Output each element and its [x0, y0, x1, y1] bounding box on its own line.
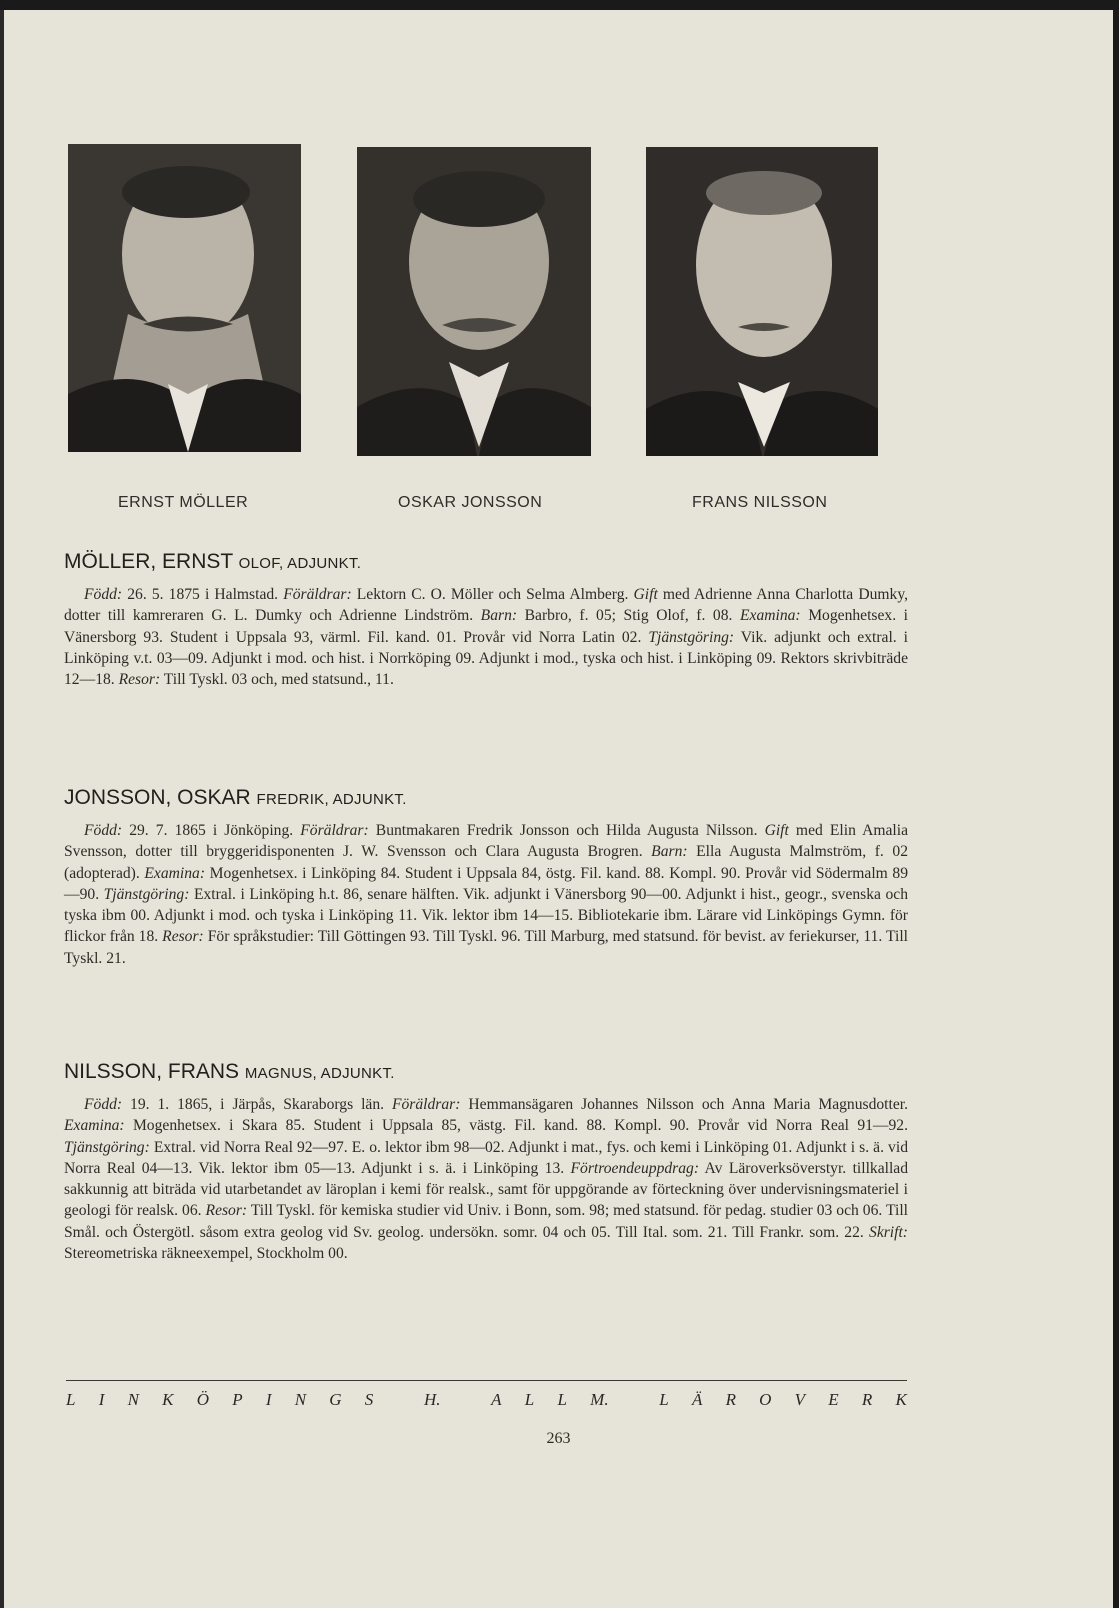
- field-text: Buntmakaren Fredrik Jonsson och Hilda Augusta Nilsson.: [368, 822, 765, 839]
- field-label: Tjänstgöring:: [103, 885, 190, 903]
- footer-title-letter: H.: [423, 1390, 441, 1409]
- footer-title-letter: N: [127, 1390, 139, 1409]
- biography-entry-moller: [64, 550, 908, 690]
- footer-title-letter: L: [524, 1390, 535, 1409]
- field-label: Barn:: [651, 843, 688, 861]
- field-label: Född:: [84, 1096, 123, 1113]
- field-label: Gift: [633, 586, 658, 603]
- field-text: Mogenhetsex. i Vänersborg 93. Student i Uppsala 93, värml. Fil. kand. 01. Provår vid Norra Latin 02.: [64, 607, 908, 646]
- portrait-image: [68, 144, 301, 452]
- field-text: 29. 7. 1865 i Jönköping.: [122, 822, 301, 839]
- portrait-image: [646, 147, 878, 456]
- field-label: Barn:: [480, 607, 518, 625]
- portrait-image: [357, 147, 591, 456]
- field-text: med Adrienne Anna Charlotta Dumky, dotter till kamreraren G. L. Dumky och Adrienne Lindström.: [64, 586, 908, 625]
- field-label: Resor:: [205, 1202, 248, 1220]
- entry-name: JONSSON, OSKAR: [64, 786, 251, 809]
- field-label: Gift: [764, 822, 789, 839]
- footer-title-letter: I: [265, 1390, 272, 1409]
- field-text: Till Tyskl. för kemiska studier vid Univ. i Bonn, som. 98; med statsund. för pedag. studier 03 och 06. Till Smål. och Östergötl. såsom extra geolog vid Sv. geolog. undersökn. somr. 04 och 05. Till Ital. som. 21. Till Frankr. som. 22.: [64, 1202, 908, 1241]
- field-label: Föräldrar:: [283, 586, 352, 603]
- running-footer-title: [66, 1390, 907, 1410]
- field-label: Tjänstgöring:: [648, 628, 735, 646]
- caption-nilsson: FRANS NILSSON: [692, 494, 828, 511]
- biography-entry-nilsson: [64, 1060, 908, 1264]
- footer-title-letter: A: [491, 1390, 502, 1409]
- field-text: Av Läroverksöverstyr. tillkallad sakkunnig att biträda vid utarbetandet av läroplan i kemi för realsk., samt för uppgörande av förteckning över undervisningsmateriel i geologi för realsk. 06.: [64, 1159, 908, 1220]
- field-text: 19. 1. 1865, i Järpås, Skaraborgs län.: [122, 1096, 392, 1113]
- footer-title-letter: L: [66, 1390, 76, 1409]
- field-label: Examina:: [144, 864, 206, 882]
- portrait-photo-nilsson: [646, 147, 878, 456]
- field-text: Hemmansägaren Johannes Nilsson och Anna Maria Magnusdotter.: [460, 1096, 908, 1113]
- footer-title-letter: E: [828, 1390, 839, 1409]
- footer-title-letter: Ö: [196, 1390, 209, 1409]
- field-text: Extral. i Linköping h.t. 86, senare hälften. Vik. adjunkt i Vänersborg 90—00. Adjunkt i hist., geogr., svenska och tyska ibm 00. Adjunkt i mod. och tyska i Linköping 11. Vik. lektor ibm 14—15. Bibliotekarie ibm. Lärare vid Linköpings Gymn. för flickor från 18.: [64, 885, 909, 946]
- entry-name: MÖLLER, ERNST: [64, 550, 233, 573]
- field-label: Resor:: [162, 928, 204, 946]
- field-label: Född:: [84, 822, 123, 839]
- footer-title-letter: Ä: [691, 1390, 703, 1409]
- field-text: Mogenhetsex. i Linköping 84. Student i Uppsala 84, östg. Fil. kand. 88. Kompl. 90. Provår vid Södermalm 89—90.: [64, 864, 908, 903]
- entry-subtitle: MAGNUS, ADJUNKT.: [244, 1065, 395, 1082]
- footer-title-letter: [396, 1390, 400, 1410]
- field-label: Skrift:: [869, 1223, 908, 1241]
- footer-title-letter: I: [98, 1390, 105, 1409]
- field-text: 26. 5. 1875 i Halmstad.: [122, 586, 284, 603]
- footer-rule: [66, 1380, 907, 1381]
- field-label: Examina:: [740, 607, 801, 625]
- field-label: Föräldrar:: [391, 1096, 461, 1113]
- footer-title-letter: V: [794, 1390, 806, 1409]
- biography-entry-jonsson: [64, 786, 908, 969]
- entry-body: [64, 584, 908, 690]
- field-text: Mogenhetsex. i Skara 85. Student i Uppsala 85, västg. Fil. kand. 88. Kompl. 90. Provår vid Norra Real 91—92.: [124, 1117, 908, 1135]
- entry-heading: [64, 1060, 908, 1084]
- footer-title-letter: L: [557, 1390, 567, 1409]
- footer-title-letter: N: [294, 1390, 307, 1409]
- entry-body: [64, 1094, 908, 1264]
- caption-jonsson: OSKAR JONSSON: [398, 494, 543, 511]
- field-label: Föräldrar:: [300, 822, 369, 839]
- field-text: Till Tyskl. 03 och, med statsund., 11.: [160, 671, 394, 689]
- field-text: Vik. adjunkt och extral. i Linköping v.t. 03—09. Adjunkt i mod. och hist. i Norrköping 09. Adjunkt i mod., tyska och hist. i Linköping 09. Rektors skrivbiträde 12—18.: [64, 628, 908, 689]
- entry-heading: [64, 786, 908, 810]
- field-text: Ella Augusta Malmström, f. 02 (adopterad).: [64, 843, 908, 882]
- field-text: Barbro, f. 05; Stig Olof, f. 08.: [517, 607, 740, 625]
- field-text: Extral. vid Norra Real 92—97. E. o. lektor ibm 98—02. Adjunkt i mat., fys. och kemi i Linköping 01. Adjunkt i s. ä. vid Norra Real 04—13. Vik. lektor ibm 05—13. Adjunkt i s. ä. i Linköping 13.: [64, 1138, 908, 1177]
- field-label: Resor:: [118, 671, 161, 689]
- footer-title-letter: G: [329, 1390, 342, 1409]
- caption-moller: ERNST MÖLLER: [118, 494, 249, 511]
- entry-body: [64, 820, 908, 969]
- field-label: Förtroendeuppdrag:: [570, 1159, 700, 1177]
- field-label: Tjänstgöring:: [64, 1138, 150, 1156]
- footer-title-letter: L: [659, 1390, 669, 1409]
- entry-subtitle: FREDRIK, ADJUNKT.: [256, 791, 407, 808]
- page-number: 263: [546, 1430, 571, 1447]
- footer-title-letter: R: [725, 1390, 736, 1409]
- footer-title-letter: [464, 1390, 468, 1410]
- footer-title-letter: [632, 1390, 636, 1410]
- field-text: För språkstudier: Till Göttingen 93. Till Tyskl. 96. Till Marburg, med statsund. för bevist. av feriekurser, 11. Till Tyskl. 21.: [64, 928, 908, 967]
- footer-title-letter: P: [232, 1390, 243, 1409]
- portrait-photo-moller: [68, 144, 301, 452]
- portrait-photo-jonsson: [357, 147, 591, 456]
- field-label: Född:: [84, 586, 123, 603]
- book-page: [0, 10, 1113, 1608]
- footer-title-letter: M.: [590, 1390, 609, 1409]
- field-text: med Elin Amalia Svensson, dotter till bryggeridisponenten J. W. Svensson och Clara Augusta Brogren.: [64, 822, 908, 861]
- footer-title-letter: S: [364, 1390, 374, 1409]
- footer-title-letter: R: [861, 1390, 873, 1409]
- field-text: Lektorn C. O. Möller och Selma Almberg.: [351, 586, 634, 603]
- footer-title-letter: O: [759, 1390, 772, 1409]
- entry-name: NILSSON, FRANS: [64, 1060, 240, 1083]
- field-label: Examina:: [64, 1117, 125, 1135]
- entry-heading: [64, 550, 908, 574]
- entry-subtitle: OLOF, ADJUNKT.: [238, 555, 362, 572]
- footer-title-letter: K: [162, 1390, 174, 1409]
- footer-title-letter: K: [895, 1390, 907, 1409]
- field-text: Stereometriska räkneexempel, Stockholm 00.: [64, 1245, 348, 1263]
